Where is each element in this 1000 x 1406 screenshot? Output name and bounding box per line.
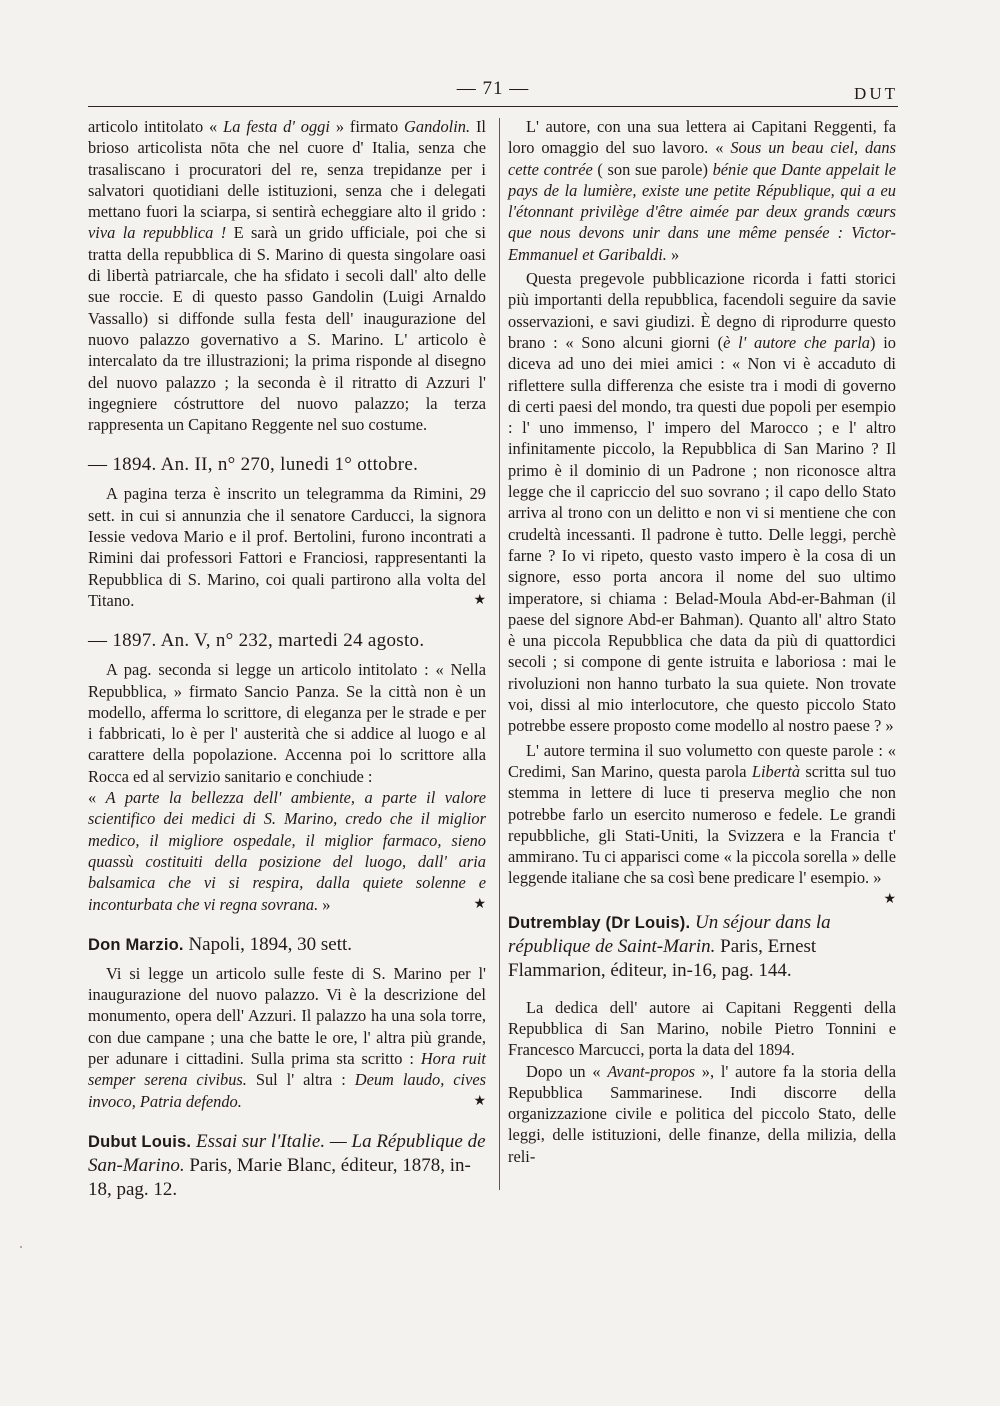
header-rule [88, 106, 898, 107]
right-paragraph-3: L' autore termina il suo volumetto con queste parole : « Credimi, San Marino, questa parola Libertà scritta sul tuo stemma in lettere di luce ti preserva meglio che non potrebbe farlo un esercito numeroso e fedele. Le grandi repubbliche, gli Stati-Uniti, la Svizzera e la Francia t' ammirano. Tu ci apparisci come « la piccola sorella » delle leggende italiane che sa così bene predicare l' esempio. » ★ [508, 740, 896, 889]
date-heading-1894: — 1894. An. II, n° 270, lunedi 1° ottobre. [88, 454, 419, 476]
running-head: DUT [854, 84, 898, 103]
right-paragraph-5: Dopo un « Avant-propos », l' autore fa la storia della Repubblica Sammarinese. Indi discorre della organizzazione civile e politica del piccolo Stato, delle leggi, delle istituzioni, delle finanze, della milizia, della reli- [508, 1061, 896, 1166]
entry-dubut-louis: Dubut Louis. Essai sur l'Italie. — La République de San-Marino. Paris, Marie Blanc, éditeur, 1878, in-18, pag. 12. [88, 1130, 486, 1200]
entry-name: Dubut Louis. [88, 1132, 192, 1151]
right-paragraph-2: Questa pregevole pubblicazione ricorda i fatti storici più importanti della repubblica, facendoli seguire da savie osservazioni, e savi giudizi. È degno di riprodurre questo brano : « Sono alcuni giorni (è l' autore che parla) io diceva ad uno dei miei amici : « Non vi è accaduto di riflettere sulla differenza che esiste tra i modi di governo di certi paesi del mondo, tra questi due popoli per esempio : l' uno immenso, l' impero del Marocco ; e l' altro infinitamente piccolo, la Repubblica di San Marino ? Il primo è il dominio di un Padrone ; non riconosce altra legge che il capriccio del suo sovrano ; il capo dello Stato arriva al trono con un delitto e non vi si mentiene che con crudeltà incessanti. Il padrone è tutto. Delle leggi, perchè farne ? Io vi ripeto, questo vasto impero è la cosa di un signore, esso porta ancora il nome del suo ultimo imperatore, si chiama : Belad-Moula Abd-er-Bahman (il paese del signore Abd-er Bahman). Quanto all' altro Stato è una piccola Repubblica che data da più di quattordici secoli ; si compone di gente istruita e laboriosa : mai le rivoluzioni non hanno turbato la sua quiete. Non trovate voi, dissi al mio interlocutore, che questo piccolo Stato potrebbe essere proposto come modello al nostro paese ? » [508, 269, 897, 736]
entry-don-marzio: Don Marzio. Napoli, 1894, 30 sett. [88, 933, 353, 955]
page-header [88, 78, 898, 106]
star-icon: ★ [883, 891, 896, 907]
star-icon: ★ [473, 592, 486, 608]
star-icon: ★ [473, 1093, 486, 1109]
right-paragraph-1: L' autore, con una sua lettera ai Capitani Reggenti, fa loro omaggio del suo lavoro. « Sous un beau ciel, dans cette contrée ( son sue parole) bénie que Dante appelait le pays de la lumière, existe une petite République, qui a eu l'étonnant privilège d'être aimée par deux grands cœurs que nous devons unir dans une même pensée : Victor-Emmanuel et Garibaldi. » [508, 117, 896, 264]
paper-speck [20, 1246, 22, 1248]
left-column [88, 116, 486, 1208]
entry-name: Don Marzio. [88, 935, 184, 954]
star-icon: ★ [473, 896, 486, 912]
page-number: — 71 — [456, 78, 530, 99]
entry-name: Dutremblay (Dr Louis). [508, 913, 691, 932]
left-paragraph-2: A pagina terza è inscrito un telegramma da Rimini, 29 sett. in cui si annunzia che il senatore Carducci, la signora Iessie vedova Mario e il prof. Bertolini, furono incontrati a Rimini dai professori Fattori e Franciosi, rappresentanti la Repubblica di S. Marino, coi quali partirono alla volta del Titano. ★ [88, 484, 486, 610]
entry-dutremblay: Dutremblay (Dr Louis). Un séjour dans la république de Saint-Marin. Paris, Ernest Flammarion, éditeur, in-16, pag. 144. [508, 911, 831, 981]
right-paragraph-4: La dedica dell' autore ai Capitani Reggenti della Repubblica di San Marino, nobile Pietro Tonnini e Francesco Marcucci, porta la data del 1894. [508, 997, 896, 1060]
column-divider [499, 118, 500, 1190]
right-column [508, 116, 896, 1167]
date-heading-1897: — 1897. An. V, n° 232, martedi 24 agosto. [88, 630, 425, 652]
left-paragraph-3: A pag. seconda si legge un articolo intitolato : « Nella Repubblica, » firmato Sancio Panza. Se la città non è un modello, afferma lo scrittore, di eleganza per le strade e per i fabbricati, lo è per l' austerità che si addice al luogo e al carattere della popolazione. Accenna poi lo scrittore alla Rocca ed al servizio sanitario e conchiude : [88, 660, 486, 786]
left-quote: « A parte la bellezza dell' ambiente, a parte il valore scientifico dei medici di S. Marino, credo che il miglior medico, il migliore ospedale, il miglior farmaco, sieno quassù costituiti della posizione del luogo, dall' aria balsamica che vi si respira, dalla quiete solenne e inconturbata che vi regna sovrana. » ★ [88, 788, 486, 914]
left-paragraph-4: Vi si legge un articolo sulle feste di S. Marino per l' inaugurazione del nuovo palazzo. Vi è la descrizione del monumento, opera dell' Azzuri. Il palazzo ha una sola torre, con due campane ; una che batte le ore, l' altra più grande, per adunare i cittadini. Sulla prima sta scritto : Hora ruit semper serena civibus. Sul l' altra : Deum laudo, cives invoco, Patria defendo. ★ [88, 963, 487, 1111]
left-paragraph-1: articolo intitolato « La festa d' oggi » firmato Gandolin. Il brioso articolista nōta che nel cuore d' Italia, senza che trasaliscano i procuratori del re, senza trepidanze per i salvatori quotidiani delle istituzioni, senza che i delegati mettano fuori la sciarpa, si sentirà echeggiare alto il grido : viva la repubblica ! E sarà un grido ufficiale, poi che si tratta della repubblica di S. Marino di questa singolare oasi di libertà patriarcale, che ha sfidato i secoli dall' alto delle sue roccie. E di questo passo Gandolin (Luigi Arnaldo Vassallo) si diffonde sulla festa dell' inaugurazione del nuovo palazzo governativo a S. Marino. L' articolo è intercalato da tre illustrazioni; la prima risponde al disegno del nuovo palazzo ; la seconda è il ritratto di Azzuri l' ingegniere cóstruttore del nuovo palazzo; la terza rappresenta un Capitano Reggente nel suo costume. [88, 117, 486, 435]
